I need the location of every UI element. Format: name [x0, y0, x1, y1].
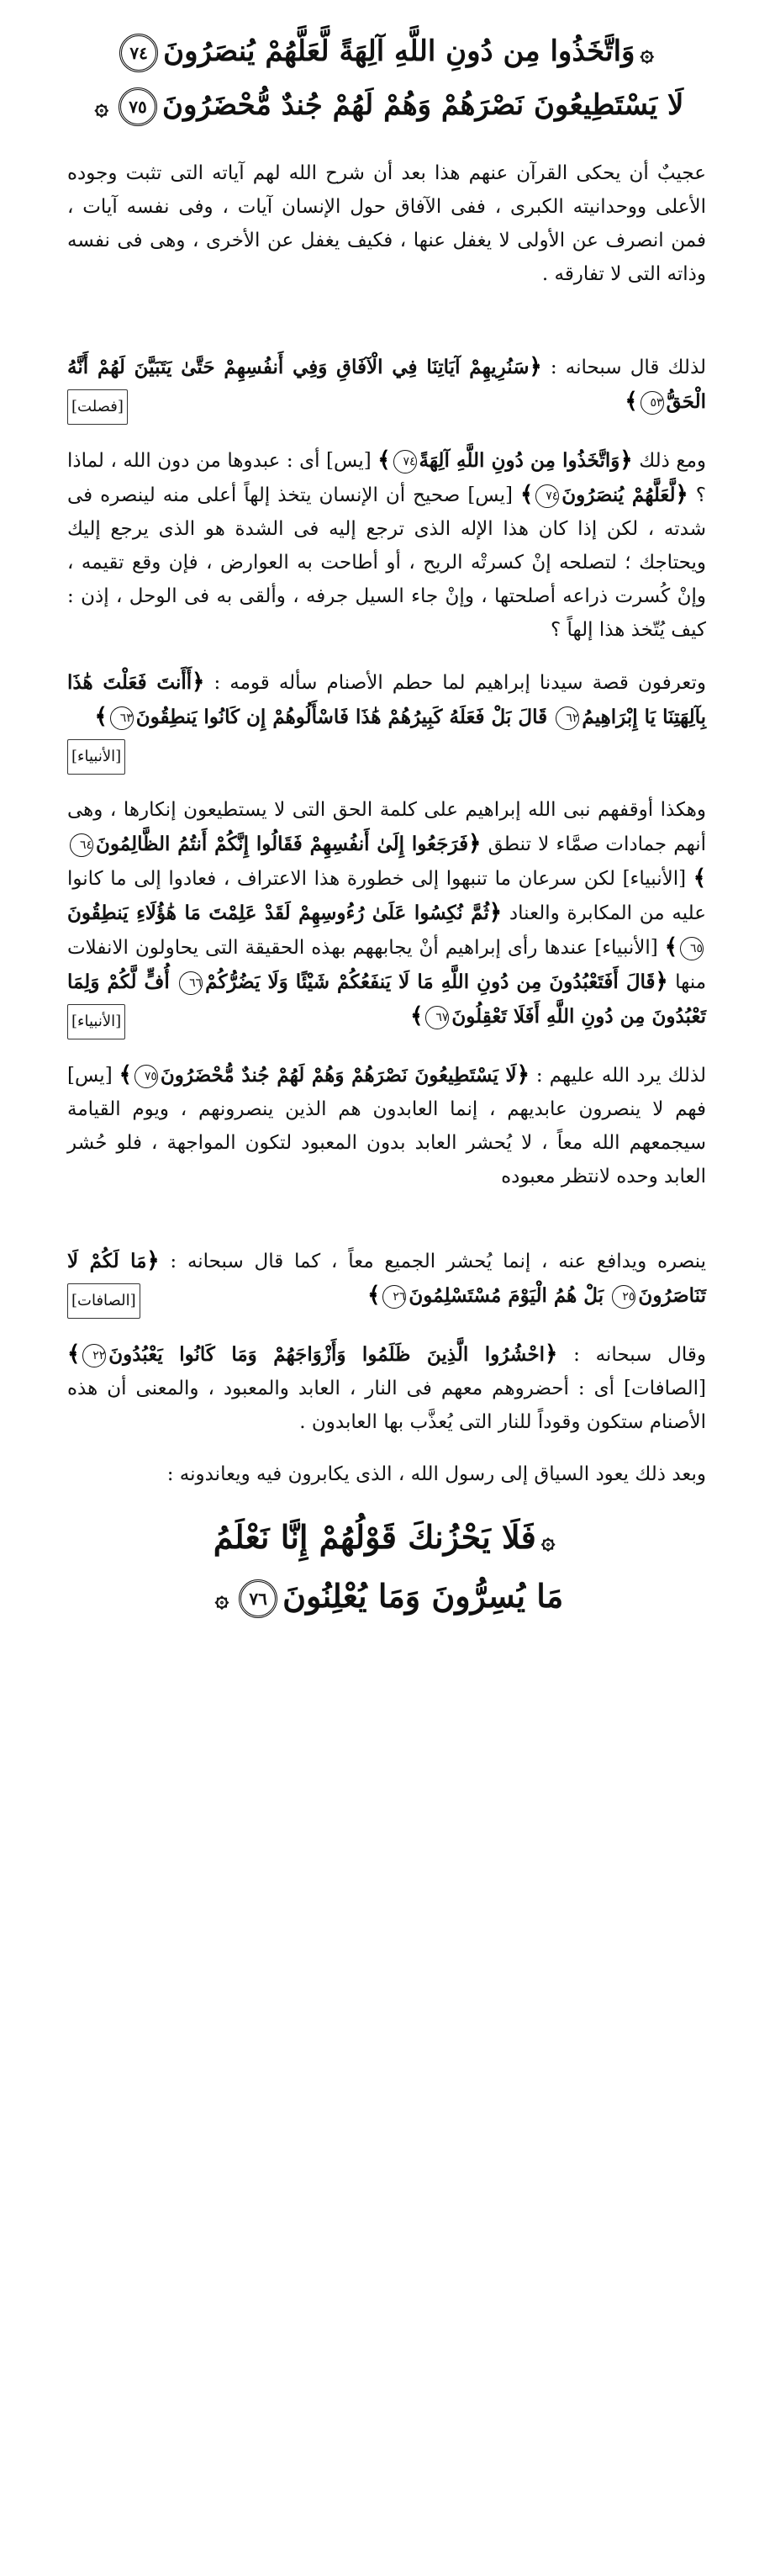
- verse-number: ٦٣: [110, 706, 134, 730]
- quran-quote: أُفٍّ لَّكُمْ وَلِمَا تَعْبُدُونَ مِن دُونِ اللَّهِ أَفَلَا تَعْقِلُونَ: [67, 971, 706, 1028]
- ayah-number: ٧٤: [119, 34, 158, 72]
- closing-verse-line-1: [67, 1510, 706, 1568]
- verse-number: ٦٦: [179, 971, 203, 995]
- closing-verse-text-2: مَا يُسِرُّونَ وَمَا يُعْلِنُونَ: [282, 1576, 564, 1615]
- verse-ornament-icon: ۞: [640, 39, 654, 66]
- verse-ornament-icon: ۞: [540, 1526, 556, 1554]
- header-verse-line-1: [67, 25, 706, 79]
- quran-quote: مَا لَكُمْ لَا تَنَاصَرُونَ: [67, 1250, 706, 1307]
- ornate-bracket-close: ﴾: [520, 482, 534, 507]
- paragraph-text: وتعرفون قصة سيدنا إبراهيم لما حطم الأصنام سأله قومه :: [214, 672, 707, 694]
- ornate-bracket-close: ﴾: [664, 934, 677, 960]
- ornate-bracket-open: ﴿: [516, 1062, 530, 1087]
- surah-reference: [الأنبياء]: [67, 739, 125, 775]
- quran-quote: أَأَنتَ فَعَلْتَ هَٰذَا بِآلِهَتِنَا يَا إِبْرَاهِيمُ: [67, 671, 706, 728]
- ornate-bracket-open: ﴿: [675, 482, 688, 507]
- ornate-bracket-open: ﴿: [545, 1341, 558, 1367]
- intro-paragraph: عجيبٌ أن يحكى القرآن عنهم هذا بعد أن شرح الله لهم آياته التى تثبت وجوده الأعلى ووحدانيته الكبرى ، ففى الآفاق حول الإنسان آيات ، وفى نفسه آيات ، فمن انصرف عن الأولى لا يغفل عنها ، فكيف يغفل عن الأخرى ، وهى فى نفسه وذاته التى لا تفارقه .: [67, 162, 706, 285]
- quran-quote: لَا يَسْتَطِيعُونَ نَصْرَهُمْ وَهُمْ لَهُمْ جُندٌ مُّحْضَرُونَ: [160, 1064, 517, 1087]
- verse-number: ٦٤: [70, 833, 93, 857]
- paragraph-text: لذلك قال سبحانه :: [550, 357, 707, 378]
- verse-number: ٢٢: [82, 1344, 106, 1367]
- closing-verse: [67, 1510, 706, 1627]
- paragraph-text: [الأنبياء] لكن سرعان ما تنبهوا إلى خطورة هذا الاعتراف ، فعادوا إلى ما كانوا عليه من المكابرة والعناد: [67, 868, 706, 924]
- paragraph-2: [67, 443, 706, 647]
- ornate-bracket-open: ﴿: [655, 969, 668, 994]
- verse-number: ٢٦: [382, 1285, 406, 1309]
- header-verse-text-1: وَاتَّخَذُوا مِن دُونِ اللَّهِ آلِهَةً لَّعَلَّهُمْ يُنصَرُونَ: [163, 34, 635, 68]
- header-verse: [67, 25, 706, 133]
- verse-ornament-icon: ۞: [94, 93, 109, 120]
- verse-number: ٦٢: [556, 706, 579, 730]
- paragraph-6: [67, 1244, 706, 1319]
- quran-quote: قَالَ بَلْ فَعَلَهُ كَبِيرُهُمْ هَٰذَا فَاسْأَلُوهُمْ إِن كَانُوا يَنطِقُونَ: [135, 706, 548, 728]
- ayah-number: ٧٥: [119, 87, 157, 126]
- paragraph-7: [67, 1337, 706, 1439]
- ornate-bracket-close: ﴾: [625, 389, 638, 414]
- ornate-bracket-open: ﴿: [529, 354, 542, 379]
- ornate-bracket-close: ﴾: [94, 704, 108, 729]
- header-verse-text-2: لَا يَسْتَطِيعُونَ نَصْرَهُمْ وَهُمْ لَهُمْ جُندٌ مُّحْضَرُونَ: [162, 88, 684, 122]
- verse-number: ٧٥: [134, 1065, 158, 1088]
- verse-number: ٧٤: [393, 450, 417, 473]
- quran-quote: احْشُرُوا الَّذِينَ ظَلَمُوا وَأَزْوَاجَهُمْ وَمَا كَانُوا يَعْبُدُونَ: [108, 1343, 546, 1366]
- ornate-bracket-open: ﴿: [146, 1248, 160, 1273]
- ornate-bracket-open: ﴿: [192, 669, 205, 695]
- surah-reference: [فصلت]: [67, 389, 128, 425]
- verse-ornament-icon: ۞: [214, 1584, 229, 1612]
- quran-quote: بَلْ هُمُ الْيَوْمَ مُسْتَسْلِمُونَ: [409, 1284, 604, 1307]
- ornate-bracket-close: ﴾: [119, 1062, 132, 1087]
- verse-number: ٦٧: [425, 1006, 449, 1029]
- page: [67, 25, 706, 1627]
- paragraph-3: [67, 665, 706, 775]
- paragraph-text: [يس] فهم لا ينصرون عابديهم ، إنما العابدون هم الذين ينصرونهم ، ويوم القيامة سيجمعهم الله معاً ، لا يُحشر العابد بدون المعبود لتكون المواجهة ، فلو حُشر العابد وحده لانتظر معبوده: [67, 1065, 706, 1187]
- paragraph-1: [67, 350, 706, 425]
- closing-verse-text-1: فَلَا يَحْزُنكَ قَوْلُهُمْ إِنَّا نَعْلَمُ: [213, 1518, 536, 1556]
- quran-quote: فَرَجَعُوا إِلَىٰ أَنفُسِهِمْ فَقَالُوا إِنَّكُمْ أَنتُمُ الظَّالِمُونَ: [96, 833, 469, 855]
- ornate-bracket-open: ﴿: [468, 831, 482, 856]
- verse-number: ٥٣: [641, 391, 664, 415]
- quran-quote: لَّعَلَّهُمْ يُنصَرُونَ: [561, 484, 676, 506]
- header-verse-line-2: [67, 79, 706, 133]
- quran-quote: سَنُرِيهِمْ آيَاتِنَا فِي الْآفَاقِ وَفِي أَنفُسِهِمْ حَتَّىٰ يَتَبَيَّنَ لَهُمْ أَنَّهُ الْحَقُّ: [67, 356, 706, 413]
- ornate-bracket-close: ﴾: [693, 865, 706, 891]
- paragraph-4: [67, 793, 706, 1039]
- ornate-bracket-open: ﴿: [488, 900, 503, 925]
- ornate-bracket-close: ﴾: [377, 447, 391, 473]
- ornate-bracket-close: ﴾: [410, 1003, 424, 1029]
- paragraph-text: [يس] أى : عبدوها من دون الله ، لماذا ؟: [67, 450, 707, 506]
- quran-quote: قَالَ أَفَتَعْبُدُونَ مِن دُونِ اللَّهِ مَا لَا يَنفَعُكُمْ شَيْئًا وَلَا يَضُرُّكُمْ: [205, 971, 656, 993]
- paragraph-text: [يس] صحيح أن الإنسان يتخذ إلهاً أعلى منه لينصره فى شدته ، لكن إذا كان هذا الإله الذى ترجع إليه فى الشدة هو الذى يرجع إليك ويحتاجك ؛ لتصلحه إنْ كسرتْه الريح ، أو أطاحت به العوارض ، فإن وقع تقيمه ، وإنْ كُسرت ذراعه أصلحتها ، وإنْ جاء السيل جرفه ، وألقى به فى الوحل ، إذن : كيف يُتّخذ هذا إلهاً ؟: [67, 484, 706, 641]
- paragraph-text: وقال سبحانه :: [573, 1344, 706, 1366]
- ayah-number: ٧٦: [239, 1579, 277, 1618]
- paragraph-text: ومع ذلك: [639, 450, 707, 472]
- closing-verse-line-2: [67, 1568, 706, 1627]
- ornate-bracket-close: ﴾: [367, 1283, 381, 1308]
- ornate-bracket-close: ﴾: [67, 1341, 81, 1367]
- paragraph-5: [67, 1058, 706, 1193]
- verse-number: ٢٥: [612, 1285, 635, 1309]
- paragraph-text: [الأنبياء] عندها رأى إبراهيم أنْ يجابههم بهذه الحقيقة التى يحاولون الانفلات منها: [67, 937, 707, 993]
- quran-quote: ثُمَّ نُكِسُوا عَلَىٰ رُءُوسِهِمْ لَقَدْ عَلِمْتَ مَا هَٰؤُلَاءِ يَنطِقُونَ: [67, 902, 489, 924]
- verse-number: ٧٤: [535, 484, 559, 508]
- surah-reference: [الصافات]: [67, 1283, 140, 1319]
- quran-quote: وَاتَّخَذُوا مِن دُونِ اللَّهِ آلِهَةً: [419, 449, 620, 472]
- paragraph-text: وهكذا أوقفهم نبى الله إبراهيم على كلمة الحق التى لا يستطيعون إنكارها ، وهى أنهم جمادات صمَّاء لا تنطق: [67, 799, 707, 855]
- paragraph-text: ينصره ويدافع عنه ، إنما يُحشر الجميع معاً ، كما قال سبحانه :: [170, 1251, 706, 1272]
- paragraph-text: لذلك يرد الله عليهم :: [535, 1065, 706, 1087]
- paragraph-text: [الصافات] أى : أحضروهم معهم فى النار ، العابد والمعبود ، والمعنى أن هذه الأصنام ستكون وقوداً للنار التى يُعذَّب بها العابدون .: [67, 1378, 706, 1433]
- surah-reference: [الأنبياء]: [67, 1004, 125, 1039]
- paragraph-8: وبعد ذلك يعود السياق إلى رسول الله ، الذى يكابرون فيه ويعاندونه :: [166, 1463, 706, 1485]
- verse-number: ٦٥: [680, 937, 704, 960]
- ornate-bracket-open: ﴿: [619, 447, 633, 473]
